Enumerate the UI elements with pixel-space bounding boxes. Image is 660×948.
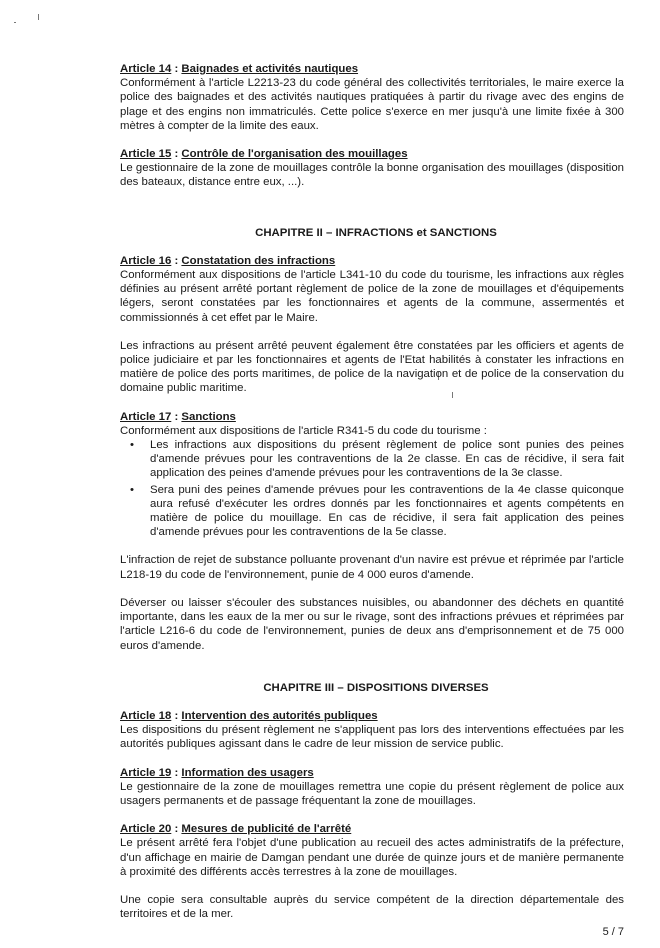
page-number: 5 / 7 bbox=[602, 926, 624, 938]
article-paragraph: Le présent arrêté fera l'objet d'une publication au recueil des actes administratifs de la préfecture, d'un affichage en mairie de Damgan pendant une durée de quinze jours et de manière permanente à proximité des différents accès terrestres à la zone de mouillages. bbox=[120, 837, 624, 878]
article-heading bbox=[120, 822, 624, 836]
article-heading bbox=[120, 766, 624, 780]
list-item-text: Sera puni des peines d'amende prévues pour les contraventions de la 4e classe quiconque aura refusé d'exécuter les ordres donnés par les fonctionnaires et agents compétents en matière de police du mouillage. En cas de récidive, il sera fait application des peines d'amende prévues pour les contraventions de la 5e classe. bbox=[150, 483, 624, 539]
article-separator: : bbox=[171, 709, 182, 722]
article-19 bbox=[120, 766, 624, 809]
article-intro: Conformément aux dispositions de l'article R341-5 du code du tourisme : bbox=[120, 424, 487, 437]
article-number: Article 15 bbox=[120, 148, 172, 161]
document-body bbox=[120, 62, 624, 921]
article-paragraph: Déverser ou laisser s'écouler des substances nuisibles, ou abandonner des déchets en quantité importante, dans les eaux de la mer ou sur le rivage, sont des infractions prévues et réprimées par l'article L216-6 du code de l'environnement, punies de deux ans d'emprisonnement et de 75 000 euros d'amende. bbox=[120, 596, 624, 652]
article-15 bbox=[120, 147, 624, 190]
article-separator: : bbox=[171, 766, 182, 779]
article-heading bbox=[120, 254, 624, 268]
list-item-text: Les infractions aux dispositions du présent règlement de police sont punies des peines d'amende prévues pour les contraventions de la 2e classe. En cas de récidive, il sera fait application des peines d'amende prévues pour les contraventions de la 3e classe. bbox=[150, 439, 624, 480]
article-separator: : bbox=[171, 823, 182, 836]
article-paragraph: Une copie sera consultable auprès du service compétent de la direction départementale des territoires et de la mer. bbox=[120, 893, 624, 921]
article-separator: : bbox=[171, 410, 182, 423]
article-14 bbox=[120, 62, 624, 133]
article-heading bbox=[120, 62, 624, 76]
article-paragraph: Le gestionnaire de la zone de mouillages remettra une copie du présent règlement de police aux usagers permanents et de passage fréquentant la zone de mouillages. bbox=[120, 780, 624, 807]
article-paragraph: L'infraction de rejet de substance polluante provenant d'un navire est prévue et réprimée par l'article L218-19 du code de l'environnement, punie de 4 000 euros d'amende. bbox=[120, 554, 624, 581]
article-separator: : bbox=[171, 63, 182, 75]
article-paragraph: Conformément à l'article L2213-23 du code général des collectivités territoriales, le maire exerce la police des baignades et des activités nautiques pratiquées à partir du rivage avec des engins de plage et des engins non immatriculés. Cette police s'exerce en mer jusqu'à une limite fixée à 300 mètres à compter de la limite des eaux. bbox=[120, 77, 624, 132]
article-title: Sanctions bbox=[181, 410, 236, 423]
chapter-3-title: CHAPITRE III – DISPOSITIONS DIVERSES bbox=[263, 681, 489, 694]
list-item bbox=[120, 438, 624, 481]
article-heading bbox=[120, 147, 624, 161]
article-18 bbox=[120, 709, 624, 752]
list-item bbox=[120, 483, 624, 540]
bullet-icon: • bbox=[130, 439, 134, 452]
article-20 bbox=[120, 822, 624, 921]
article-title: Intervention des autorités publiques bbox=[181, 709, 378, 722]
article-separator: : bbox=[171, 148, 182, 161]
article-number: Article 20 bbox=[120, 823, 172, 836]
scan-speck bbox=[38, 14, 39, 20]
article-number: Article 18 bbox=[120, 709, 172, 722]
article-paragraph: Les infractions au présent arrêté peuvent également être constatées par les officiers et agents de police judiciaire et par les fonctionnaires et agents de l'Etat habilités à constater les infractions en matière de police des ports maritimes, de police de la navigation et de police de la conservation du domaine public maritime. bbox=[120, 339, 624, 395]
article-number: Article 19 bbox=[120, 766, 172, 779]
article-paragraph: Les dispositions du présent règlement ne s'appliquent pas lors des interventions effectuées par les autorités publiques agissant dans le cadre de leur mission de service public. bbox=[120, 724, 624, 751]
article-number: Article 17 bbox=[120, 410, 172, 423]
article-number: Article 14 bbox=[120, 63, 172, 75]
chapter-2-title: CHAPITRE II – INFRACTIONS et SANCTIONS bbox=[255, 226, 497, 239]
article-separator: : bbox=[171, 254, 182, 267]
article-title: Information des usagers bbox=[181, 766, 314, 779]
article-17 bbox=[120, 410, 624, 653]
article-title: Contrôle de l'organisation des mouillages bbox=[181, 148, 408, 161]
article-16 bbox=[120, 254, 624, 396]
article-title: Constatation des infractions bbox=[181, 254, 336, 267]
sanctions-list bbox=[120, 438, 624, 539]
article-title: Mesures de publicité de l'arrêté bbox=[181, 823, 352, 836]
article-heading bbox=[120, 709, 624, 723]
article-heading bbox=[120, 410, 624, 424]
article-paragraph: Le gestionnaire de la zone de mouillages contrôle la bonne organisation des mouillages (disposition des bateaux, distance entre eux, ...). bbox=[120, 162, 624, 189]
bullet-icon: • bbox=[130, 483, 134, 496]
article-paragraph: Conformément aux dispositions de l'article L341-10 du code du tourisme, les infractions aux règles définies au présent arrêté portant règlement de police de la zone de mouillages et d'équipements légers, seront constatées par les fonctionnaires et agents de la commune, assermentés et commissionnés à cet effet par le Maire. bbox=[120, 269, 624, 324]
scan-speck bbox=[14, 22, 16, 23]
article-number: Article 16 bbox=[120, 254, 172, 267]
article-title: Baignades et activités nautiques bbox=[181, 63, 359, 75]
